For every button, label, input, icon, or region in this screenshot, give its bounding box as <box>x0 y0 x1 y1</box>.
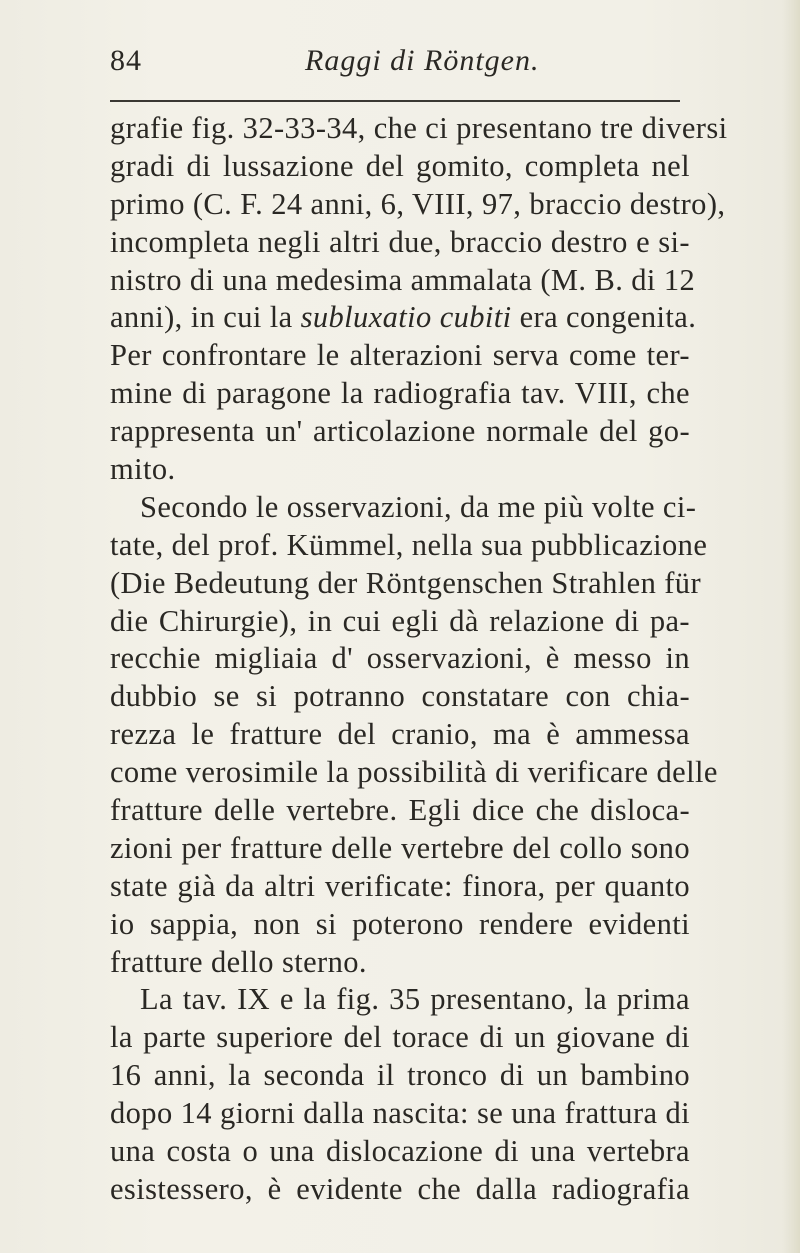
text-line: (Die Bedeutung der Röntgenschen Strahlen für <box>110 565 702 600</box>
text-line: mito. <box>110 452 176 487</box>
italic-term: subluxatio cubiti <box>300 300 512 335</box>
text-line: fratture delle vertebre. Egli dice che disloca- <box>110 793 690 828</box>
text-line: 16 anni, la seconda il tronco di un bambino <box>110 1058 690 1093</box>
text-line: la parte superiore del torace di un giovane di <box>110 1020 690 1055</box>
text-line: tate, del prof. Kümmel, nella sua pubblicazione <box>110 527 708 562</box>
text-line: mine di paragone la radiografia tav. VIII, che <box>110 376 690 411</box>
text-line: recchie migliaia d' osservazioni, è messo in <box>110 641 690 676</box>
text-line: io sappia, non si poterono rendere evidenti <box>110 906 690 941</box>
text-line: grafie fig. 32-33-34, che ci presentano tre diversi <box>110 111 728 145</box>
page-edge <box>782 0 800 1253</box>
text-line: esistessero, è evidente che dalla radiografia <box>110 1171 690 1206</box>
running-title: Raggi di Röntgen. <box>305 44 540 77</box>
text-line: incompleta negli altri due, braccio destro e si- <box>110 224 690 259</box>
text-line: zioni per fratture delle vertebre del collo sono <box>110 830 690 865</box>
text-line: dopo 14 giorni dalla nascita: se una frattura di <box>110 1096 690 1131</box>
text-line: Secondo le osservazioni, da me più volte ci- <box>140 489 697 524</box>
text-line <box>110 299 697 337</box>
text-line: dubbio se si potranno constatare con chia- <box>110 679 690 714</box>
text-segment: anni), in cui la <box>110 300 301 335</box>
text-segment: era congenita. <box>511 300 697 335</box>
text-line: come verosimile la possibilità di verificare delle <box>110 755 718 790</box>
text-line: una costa o una dislocazione di una vertebra <box>110 1134 690 1169</box>
text-line: La tav. IX e la fig. 35 presentano, la prima <box>140 982 690 1017</box>
text-line: rappresenta un' articolazione normale del go- <box>110 414 690 449</box>
text-line: fratture dello sterno. <box>110 944 367 979</box>
text-line: nistro di una medesima ammalata (M. B. di 12 <box>110 262 696 297</box>
text-line: Per confrontare le alterazioni serva come ter- <box>110 338 690 373</box>
text-line: gradi di lussazione del gomito, completa nel <box>110 148 690 183</box>
text-line: state già da altri verificate: finora, per quanto <box>110 868 690 903</box>
page-header <box>110 42 680 92</box>
header-rule <box>110 100 680 102</box>
page-number: 84 <box>110 44 142 77</box>
text-line: die Chirurgie), in cui egli dà relazione di pa- <box>110 603 690 638</box>
text-line: primo (C. F. 24 anni, 6, VIII, 97, braccio destro), <box>110 186 726 221</box>
body-text <box>110 110 728 1209</box>
text-line: rezza le fratture del cranio, ma è ammessa <box>110 717 690 752</box>
